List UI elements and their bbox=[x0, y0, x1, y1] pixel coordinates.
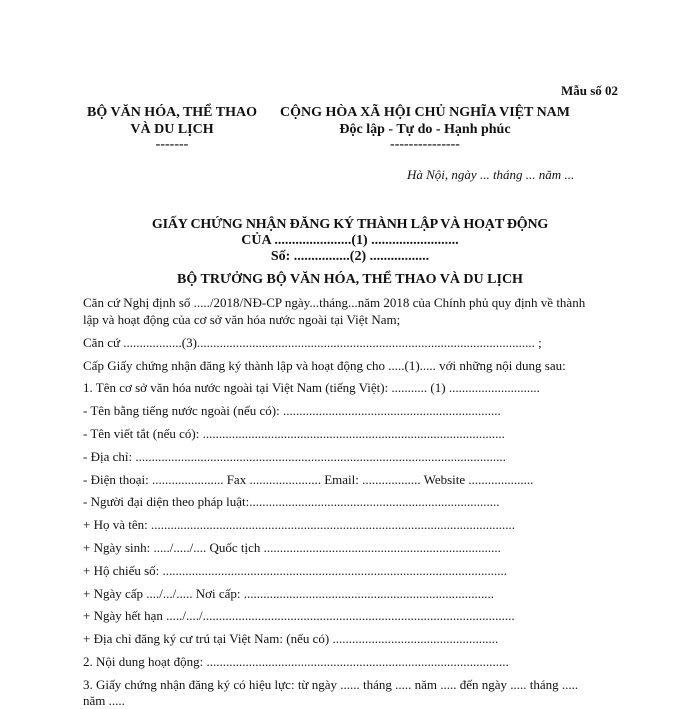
field-legal-representative: - Người đại diện theo pháp luật:............................................................................. bbox=[83, 494, 500, 509]
place-date: Hà Nội, ngày ... tháng ... năm ... bbox=[407, 167, 575, 182]
national-motto-line2: Độc lập - Tự do - Hạnh phúc bbox=[339, 122, 511, 137]
field-passport-number: + Hộ chiếu số: .......................................................................................................... bbox=[83, 563, 508, 578]
title-line1: GIẤY CHỨNG NHẬN ĐĂNG KÝ THÀNH LẬP VÀ HOẠT ĐỘNG bbox=[151, 217, 549, 232]
ministry-header bbox=[72, 105, 272, 153]
field-name-foreign: - Tên bằng tiếng nước ngoài (nếu có): ................................................................... bbox=[83, 403, 501, 418]
field-birth-nationality: + Ngày sinh: ...../...../.... Quốc tịch ......................................................................... bbox=[83, 540, 501, 555]
national-motto-line1: CỘNG HÒA XÃ HỘI CHỦ NGHĨA VIỆT NAM bbox=[279, 105, 570, 120]
basis-line-2: Căn cứ ..................(3)........................................................................................................ ; bbox=[83, 335, 542, 350]
ministry-rule: ------- bbox=[155, 137, 189, 152]
field-validity: 3. Giấy chứng nhận đăng ký có hiệu lực: từ ngày ...... tháng ..... năm ..... đến ngày ..... tháng ..... bbox=[83, 677, 579, 692]
form-code: Mẫu số 02 bbox=[560, 83, 618, 98]
field-expiry-date: + Ngày hết hạn ...../..../................................................................................................ bbox=[83, 608, 515, 623]
basis-line-1b: lập và hoạt động của cơ sở văn hóa nước ngoài tại Việt Nam; bbox=[83, 312, 401, 327]
basis-line-1a: Căn cứ Nghị định số ...../2018/NĐ-CP ngày...tháng...năm 2018 của Chính phủ quy định về thành bbox=[83, 295, 586, 310]
national-rule: --------------- bbox=[390, 137, 460, 152]
field-full-name: + Họ và tên: ................................................................................................................ bbox=[83, 517, 515, 532]
field-name-vietnamese: 1. Tên cơ sở văn hóa nước ngoài tại Việt Nam (tiếng Việt): ........... (1) ............................ bbox=[83, 380, 540, 395]
field-issue-date-place: + Ngày cấp ..../.../..... Nơi cấp: ............................................................................. bbox=[83, 586, 495, 601]
national-header bbox=[265, 105, 585, 153]
title-line2: CỦA ......................(1) ......................... bbox=[241, 233, 459, 248]
field-validity-continued: năm ..... bbox=[83, 693, 125, 708]
field-abbreviation: - Tên viết tắt (nếu có): ............................................................................................. bbox=[83, 426, 505, 441]
ministry-name-line2: VÀ DU LỊCH bbox=[130, 122, 214, 137]
grant-statement: Cấp Giấy chứng nhận đăng ký thành lập và hoạt động cho .....(1)..... với những nội dung sau: bbox=[83, 358, 566, 373]
field-residence-address: + Địa chỉ đăng ký cư trú tại Việt Nam: (nếu có) ................................................... bbox=[83, 631, 499, 646]
issuing-authority: BỘ TRƯỞNG BỘ VĂN HÓA, THỂ THAO VÀ DU LỊCH bbox=[177, 272, 523, 287]
title-line3: Số: ................(2) ................. bbox=[270, 249, 430, 264]
field-activity-content: 2. Nội dung hoạt động: ............................................................................................. bbox=[83, 654, 509, 669]
field-address: - Địa chỉ: .................................................................................................................. bbox=[83, 449, 506, 464]
field-contact: - Điện thoại: ...................... Fax ...................... Email: .................. Website .................... bbox=[83, 472, 534, 487]
document-title bbox=[0, 217, 700, 265]
ministry-name-line1: BỘ VĂN HÓA, THỂ THAO bbox=[87, 105, 257, 120]
